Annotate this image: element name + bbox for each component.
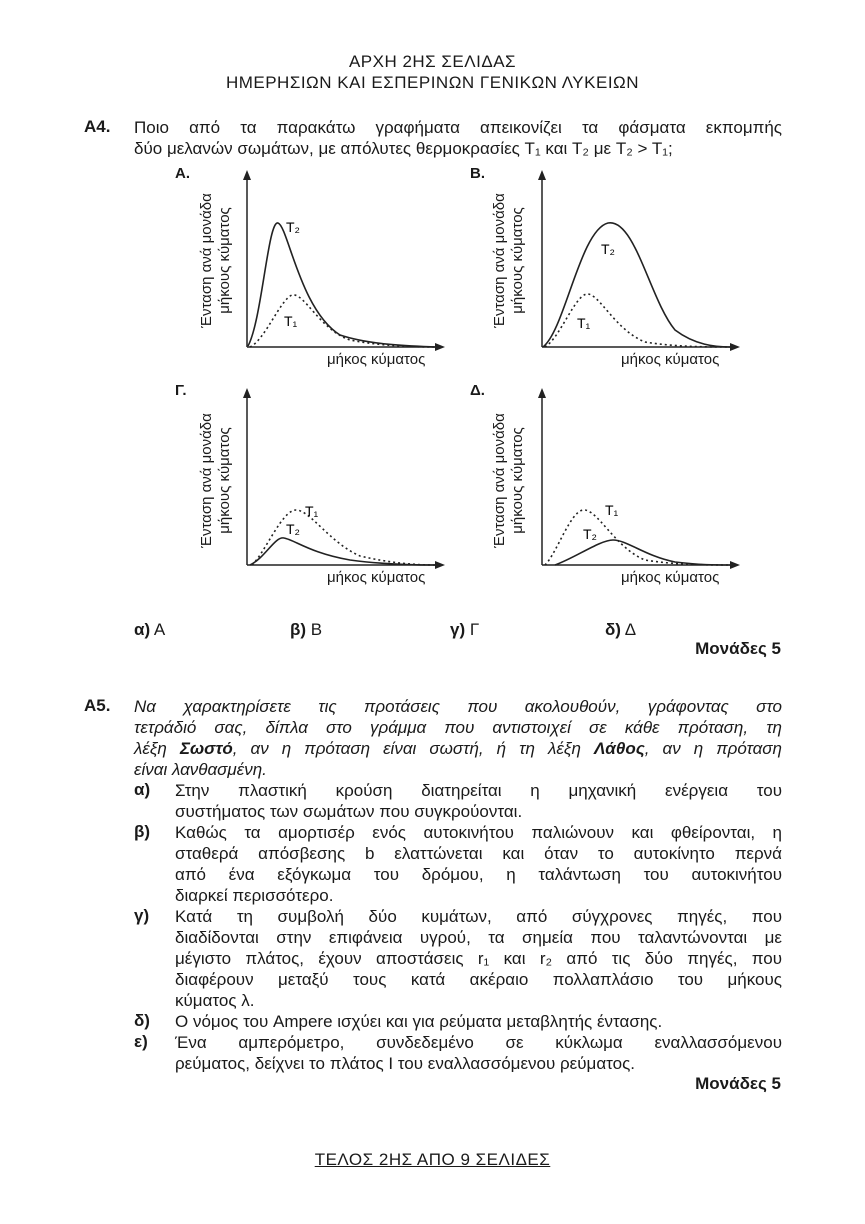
- ylabel-line: μήκους κύματος: [509, 207, 526, 314]
- graph-d-xlabel: μήκος κύματος: [621, 569, 720, 586]
- x-axis-arrow: [435, 343, 445, 351]
- a5-points: Μονάδες 5: [695, 1074, 781, 1093]
- ylabel-line: Ένταση ανά μονάδα: [198, 193, 215, 328]
- graph-a-ylabel: [198, 173, 234, 348]
- curve-solid: [555, 540, 730, 565]
- item-line: σταθερά απόσβεσης b ελαττώνεται και όταν το αυτοκίνητο περνά: [175, 844, 782, 863]
- question-a5-intro: [134, 696, 782, 780]
- answer-option-d: [605, 620, 636, 640]
- item-line: από ένα εξόγκωμα του δρόμου, η ταλάντωση του αυτοκινήτου: [175, 865, 782, 884]
- answer-mark: α): [134, 620, 151, 639]
- emphasis-word: Λάθος: [593, 739, 645, 758]
- curve-label-dotted: T₁: [305, 503, 319, 519]
- a4-points: Μονάδες 5: [695, 639, 781, 658]
- emphasis-word: Σωστό: [179, 739, 233, 758]
- item-b-text: [175, 822, 782, 906]
- item-line: συστήματος των σωμάτων που συγκρούονται.: [175, 802, 523, 821]
- answer-option-c: [450, 620, 479, 640]
- intro-line: τετράδιό σας, δίπλα στο γράμμα που αντιστοιχεί σε κάθε πρόταση, τη: [134, 718, 782, 737]
- answer-text: Γ: [469, 620, 480, 639]
- curve-label-dotted: T₁: [284, 313, 298, 329]
- item-d-text: [175, 1011, 782, 1032]
- curve-label-dotted: T₁: [605, 502, 619, 518]
- graph-c-plot: [240, 388, 450, 573]
- question-a4-line: Ποιο από τα παρακάτω γραφήματα απεικονίζει τα φάσματα εκπομπής: [134, 118, 782, 137]
- x-axis-arrow: [730, 343, 740, 351]
- item-a-text: [175, 780, 782, 822]
- curve-label-solid: T₂: [286, 521, 300, 537]
- ylabel-line: μήκους κύματος: [216, 207, 233, 314]
- graph-a-plot: [240, 170, 450, 355]
- answer-text: Β: [310, 620, 323, 639]
- graph-a-label: Α.: [175, 165, 190, 182]
- question-a4-number: Α4.: [84, 117, 111, 136]
- answer-mark: γ): [450, 620, 466, 639]
- graph-c-label: Γ.: [175, 382, 187, 399]
- answer-option-a: [134, 620, 165, 640]
- question-a4-line: δύο μελανών σωμάτων, με απόλυτες θερμοκρασίες T₁ και T₂ με T₂ > T₁;: [134, 139, 673, 158]
- intro-line: είναι λανθασμένη.: [134, 760, 267, 779]
- curve-label-solid: T₂: [286, 219, 300, 235]
- graph-d-label: Δ.: [470, 382, 485, 399]
- x-axis-arrow: [730, 561, 740, 569]
- item-line: ρεύματος, δείχνει το πλάτος I του εναλλασσόμενου ρεύματος.: [175, 1054, 636, 1073]
- intro-line: Να χαρακτηρίσετε τις προτάσεις που ακολουθούν, γράφοντας στο: [134, 697, 782, 716]
- item-line: διαρκεί περισσότερο.: [175, 886, 334, 905]
- graph-b-label: Β.: [470, 165, 485, 182]
- curve-dotted: [545, 294, 730, 347]
- item-mark: γ): [134, 906, 150, 925]
- graph-d-plot: [535, 388, 745, 573]
- item-line: διαφέρουν μεταξύ τους κατά ακέραιο πολλαπλάσιο του μήκους: [175, 970, 782, 989]
- y-axis-arrow: [538, 388, 546, 398]
- item-mark: δ): [134, 1011, 150, 1030]
- answer-mark: β): [290, 620, 307, 639]
- curve-solid: [248, 223, 435, 347]
- item-line: μέγιστο πλάτος, έχουν αποστάσεις r₁ και r₂ από τις δύο πηγές, που: [175, 949, 782, 968]
- graph-a-xlabel: μήκος κύματος: [327, 351, 426, 368]
- y-axis-arrow: [243, 170, 251, 180]
- item-line: διαδίδονται στην επιφάνεια υγρού, τα σημεία που ταλαντώνονται με: [175, 928, 782, 947]
- page-header-line1: ΑΡΧΗ 2ΗΣ ΣΕΛΙΔΑΣ: [348, 52, 517, 71]
- item-line: Ο νόμος του Ampere ισχύει και για ρεύματα μεταβλητής έντασης.: [175, 1012, 663, 1031]
- curve-dotted: [252, 510, 435, 565]
- item-line: Καθώς τα αμορτισέρ ενός αυτοκινήτου παλιώνουν και φθείρονται, η: [175, 823, 782, 842]
- page-header-line2: ΗΜΕΡΗΣΙΩΝ ΚΑΙ ΕΣΠΕΡΙΝΩΝ ΓΕΝΙΚΩΝ ΛΥΚΕΙΩΝ: [225, 73, 640, 92]
- item-line: Στην πλαστική κρούση διατηρείται η μηχανική ενέργεια του: [175, 781, 782, 800]
- graph-b-xlabel: μήκος κύματος: [621, 351, 720, 368]
- ylabel-line: Ένταση ανά μονάδα: [198, 413, 215, 548]
- graph-c-ylabel: [198, 393, 234, 568]
- y-axis-arrow: [538, 170, 546, 180]
- item-line: Κατά τη συμβολή δύο κυμάτων, από σύγχρονες πηγές, που: [175, 907, 782, 926]
- intro-line: λέξη Σωστό, αν η πρόταση είναι σωστή, ή τη λέξη Λάθος, αν η πρόταση: [134, 739, 782, 758]
- y-axis-arrow: [243, 388, 251, 398]
- graph-d-ylabel: [491, 393, 527, 568]
- item-line: Ένα αμπερόμετρο, συνδεδεμένο σε κύκλωμα εναλλασσόμενου: [175, 1033, 782, 1052]
- ylabel-line: Ένταση ανά μονάδα: [491, 193, 508, 328]
- answer-text: Δ: [624, 620, 637, 639]
- item-mark: ε): [134, 1032, 148, 1051]
- item-e-text: [175, 1032, 782, 1074]
- page-footer: ΤΕΛΟΣ 2ΗΣ ΑΠΟ 9 ΣΕΛΙΔΕΣ: [314, 1150, 551, 1169]
- graph-b-plot: [535, 170, 745, 355]
- question-a5-number: Α5.: [84, 696, 111, 715]
- item-mark: β): [134, 822, 151, 841]
- answer-text: Α: [153, 620, 166, 639]
- ylabel-line: μήκους κύματος: [216, 427, 233, 534]
- curve-label-solid: T₂: [583, 526, 597, 542]
- graph-c-xlabel: μήκος κύματος: [327, 569, 426, 586]
- x-axis-arrow: [435, 561, 445, 569]
- answer-option-b: [290, 620, 322, 640]
- answer-mark: δ): [605, 620, 621, 639]
- item-mark: α): [134, 780, 151, 799]
- ylabel-line: μήκους κύματος: [509, 427, 526, 534]
- curve-solid: [543, 223, 730, 347]
- graph-b-ylabel: [491, 173, 527, 348]
- ylabel-line: Ένταση ανά μονάδα: [491, 413, 508, 548]
- item-line: κύματος λ.: [175, 991, 255, 1010]
- curve-dotted: [250, 295, 435, 347]
- question-a4-text: [134, 117, 782, 159]
- curve-label-dotted: T₁: [577, 315, 591, 331]
- item-c-text: [175, 906, 782, 1011]
- curve-label-solid: T₂: [601, 241, 615, 257]
- curve-solid: [250, 538, 435, 565]
